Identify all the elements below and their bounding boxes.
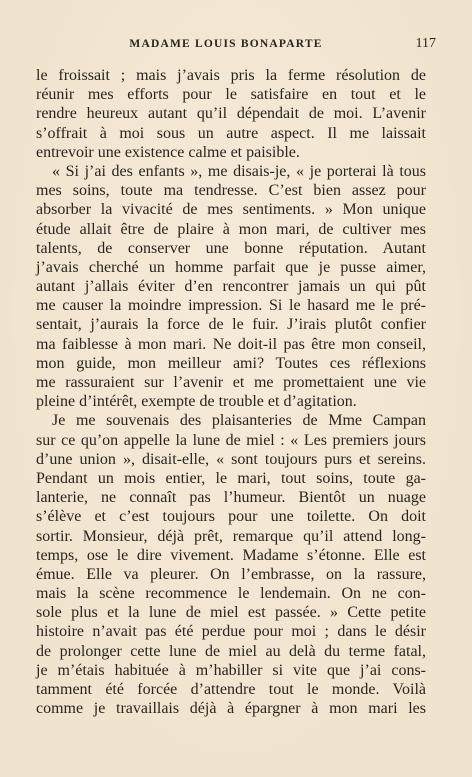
- text-line: d’une union », disait-elle, « sont toujours purs et sereins.: [36, 450, 426, 468]
- text-line: Je me souvenais des plaisanteries de Mme Campan: [52, 412, 426, 430]
- text-line: émue. Elle va pleurer. On l’embrasse, on la rassure,: [36, 565, 426, 583]
- text-line: entrevoir une existence calme et paisible.: [36, 143, 300, 161]
- text-line: s’élève et c’est toujours pour une toilette. On doit: [36, 508, 426, 526]
- text-line: mon guide, mon meilleur ami? Toutes ces réflexions: [36, 354, 426, 372]
- text-line: rendre heureux autant qu’il dépendait de moi. L’avenir: [36, 105, 426, 123]
- text-line: sentait, j’aurais la force de le fuir. J’irais plutôt confier: [36, 316, 426, 334]
- text-line: mes soins, toute ma tendresse. C’est bien assez pour: [36, 182, 426, 200]
- text-line: mais la scène recommence le lendemain. On ne con-: [36, 585, 426, 603]
- text-line: tamment été forcée d’attendre tout le monde. Voilà: [36, 681, 426, 698]
- text-line: sole plus et la lune de miel est passée. » Cette petite: [36, 604, 426, 622]
- text-line: temps, ose le dire vivement. Madame s’étonne. Elle est: [36, 546, 426, 564]
- text-line: de prolonger cette lune de miel au delà du terme fatal,: [36, 642, 426, 660]
- text-line: talents, de conserver une bonne réputation. Autant: [36, 239, 426, 257]
- text-line: le froissait ; mais j’avais pris la ferme résolution de: [36, 67, 426, 84]
- text-line: absorber la vivacité de mes sentiments. » Mon unique: [36, 201, 426, 219]
- text-line: lanterie, ne connaît pas l’humeur. Bientôt un nuage: [36, 489, 426, 507]
- text-line: me rassuraient sur l’avenir et me promettaient une vie: [36, 374, 426, 391]
- text-line: je m’étais habituée à m’habiller si vite que j’ai cons-: [36, 661, 426, 679]
- body-text: [36, 66, 426, 718]
- text-line: ma faiblesse à mon mari. Ne doit-il pas être mon conseil,: [36, 335, 426, 353]
- text-line: sortir. Monsieur, déjà prêt, remarque qu’il attend long-: [36, 527, 426, 545]
- text-line: autant j’allais éviter d’en rencontrer jamais un qui pût: [36, 278, 426, 296]
- running-title: MADAME LOUIS BONAPARTE: [129, 38, 323, 50]
- text-line: étude allait être de plaire à mon mari, de cultiver mes: [36, 220, 426, 238]
- text-line: pleine d’intérêt, exempte de trouble et d’agitation.: [36, 393, 357, 411]
- text-line: Pendant un mois entier, le mari, tout soins, toute ga-: [36, 469, 426, 487]
- text-line: j’avais cherché un homme parfait que je pusse aimer,: [36, 258, 426, 276]
- text-line: « Si j’ai des enfants », me disais-je, « je porterai là tous: [52, 162, 426, 180]
- text-line: s’offrait à moi sous un autre aspect. Il me laissait: [36, 124, 426, 142]
- text-line: comme je travaillais déjà à épargner à mon mari les: [36, 700, 426, 718]
- page-number: 117: [415, 36, 436, 51]
- text-line: réunir mes efforts pour le satisfaire en tout et le: [36, 86, 426, 104]
- text-line: histoire n’avait pas été perdue pour moi ; dans le désir: [36, 623, 426, 641]
- text-line: me causer la moindre impression. Si le hasard me le pré-: [36, 297, 426, 315]
- running-head: [16, 38, 436, 56]
- text-line: sur ce qu’on appelle la lune de miel : « Les premiers jours: [36, 431, 426, 449]
